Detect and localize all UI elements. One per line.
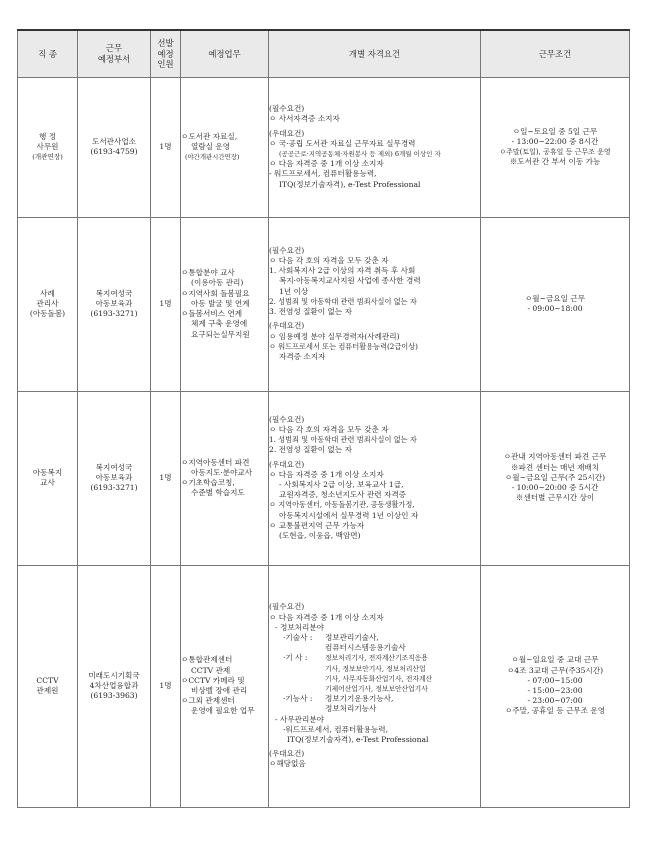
condition-line: ㅇ월~금요일 근무 <box>524 293 586 303</box>
header-department <box>78 30 151 77</box>
department-line: (6193-3963) <box>90 691 138 701</box>
header-line: 인원 <box>157 59 174 69</box>
preferred-line: ㅇ해당없음 <box>269 759 306 769</box>
conditions-cell <box>481 217 630 391</box>
preferred-title: (우대요건) <box>269 128 305 138</box>
department-line: 미래도시기획국 <box>88 670 140 680</box>
duty-line: 아동 발굴 및 연계 <box>191 298 250 308</box>
job-type-line: 행 정 <box>38 131 57 141</box>
department-cell <box>78 77 151 217</box>
header-requirements: 개별 자격요건 <box>269 30 481 77</box>
required-title: (필수요건) <box>269 245 305 255</box>
header-line: 근무 <box>105 43 123 54</box>
duties-cell <box>181 77 269 217</box>
duty-line: 아동지도·분야교사 <box>191 467 253 477</box>
preferred-line: 자격증 소지자 <box>279 351 326 361</box>
requirement-line: 2. 성범죄 및 아동학대 관련 범죄사실이 없는 자 <box>269 296 417 306</box>
department-cell <box>78 391 151 565</box>
preferred-title: (우대요건) <box>269 459 305 469</box>
department-line: 4차산업융합과 <box>89 680 139 690</box>
duty-line: 열람실 운영 <box>191 141 231 151</box>
cert-value: 기사, 사무자동화산업기사, 전자계산 <box>325 674 433 683</box>
duty-line: ㅇ지역사회 돌봄필요 <box>181 288 250 298</box>
requirement-line: 복지·아동복지교사지원 사업에 종사한 경력 <box>279 276 421 286</box>
condition-line: ※파견 센터는 매년 재배치 <box>510 462 600 472</box>
requirements-cell <box>269 565 481 807</box>
department-line: (6193-3271) <box>90 483 138 493</box>
job-requirements-table <box>17 29 630 808</box>
condition-line: ※도서관 간 부서 이동 가능 <box>509 157 601 167</box>
duty-line: ㅇ돌봄서비스 연계 <box>181 309 243 319</box>
job-type-line: 관리사 <box>36 298 59 308</box>
duty-line: 요구되는실무지원 <box>191 329 250 339</box>
cert-value: 정보처리기사, 전자계산기조직응용 <box>325 654 428 663</box>
cert-value: 기사, 정보보안기사, 정보처리산업 <box>325 664 426 673</box>
requirement-line: ㅇ 다음 자격증 중 1개 이상 소지자 <box>269 612 384 622</box>
preferred-line: ㅇ 임용예정 분야 실무경력자(사례관리) <box>269 331 400 341</box>
header-line: 예정부서 <box>97 53 131 64</box>
headcount-cell: 1명 <box>151 391 181 565</box>
requirement-line: 2. 전염성 질환이 없는 자 <box>269 445 352 455</box>
required-title: (필수요건) <box>269 104 305 114</box>
condition-line: - 10:00~20:00 중 5시간 <box>511 483 599 493</box>
duty-line: ㅇ그외 관제센터 <box>181 696 235 706</box>
condition-line: - 15:00~23:00 <box>527 686 583 695</box>
header-job-type: 직 종 <box>18 30 78 77</box>
preferred-line: 교원자격증, 청소년지도사 관련 자격증 <box>279 490 407 500</box>
duties-cell <box>181 217 269 391</box>
condition-line: ㅇ월~금요일 근무(주 25시간) <box>504 472 606 482</box>
header-duties: 예정업무 <box>181 30 269 77</box>
job-type-line: 교사 <box>40 478 55 487</box>
condition-line: ㅇ주말(토일), 공휴일 등 근무조 운영 <box>499 148 611 156</box>
requirement-line: - 정보처리분야 <box>275 622 324 632</box>
preferred-line: ㅇ 지역아동센터, 아동돌봄기관, 공동생활가정, <box>269 500 415 510</box>
preferred-title: (우대요건) <box>269 749 305 759</box>
cert-value: 기제어산업기사, 정보보안산업기사 <box>325 685 428 693</box>
department-line: 도서관사업소 <box>91 136 136 146</box>
duty-line: ㅇ도서관 자료실, <box>181 131 238 141</box>
table-row <box>18 565 630 807</box>
required-title: (필수요건) <box>269 602 305 612</box>
table-row <box>18 217 630 391</box>
table-row <box>18 391 630 565</box>
cert-row <box>269 653 480 694</box>
preferred-line: ㅇ 다음 자격증 중 1개 이상 소지자 <box>269 159 384 169</box>
condition-line: ※센터별 근무시간 상이 <box>515 493 595 503</box>
condition-line: ㅇ4조 3교대 근무(주35시간) <box>506 665 604 675</box>
preferred-line: ITQ(정보기술자격), e-Test Professional <box>279 179 421 189</box>
requirement-line: ㅇ 사서자격증 소지자 <box>269 114 340 124</box>
department-line: (6193-4759) <box>90 147 138 156</box>
job-type-cell <box>18 391 78 565</box>
job-type-cell <box>18 565 78 807</box>
requirement-line: ㅇ 다음 각 호의 자격을 모두 갖춘 자 <box>269 424 389 434</box>
cert-value: 정보기기운용기능사, <box>325 694 394 704</box>
headcount-cell: 1명 <box>151 565 181 807</box>
requirement-line: - 사무관리분야 <box>275 714 324 724</box>
department-cell <box>78 217 151 391</box>
duty-line: ㅇ기초학습코칭, <box>181 478 235 487</box>
preferred-line: (도현읍, 이웅읍, 백암면) <box>279 531 361 541</box>
job-type-line: CCTV <box>36 675 59 685</box>
duty-line: (이용아동 관리) <box>191 278 244 288</box>
department-line: 아동보육과 <box>95 472 133 482</box>
condition-line: - 07:00~15:00 <box>527 675 583 685</box>
requirement-line: 3. 전염성 질환이 없는 자 <box>269 307 352 317</box>
cert-row <box>269 694 480 714</box>
duty-line: ㅇ통합관제센터 <box>181 655 233 665</box>
table-row <box>18 77 630 217</box>
header-headcount <box>151 30 181 77</box>
cert-value: 컴퓨터시스템응용기술사 <box>325 643 406 653</box>
duty-line: 운영에 필요한 업무 <box>191 706 255 716</box>
requirement-line: 1. 성범죄 및 아동학대 관련 범죄사실이 없는 자 <box>269 435 417 445</box>
preferred-line: ㅇ 워드프로세서 또는 컴퓨터활용능력(2급이상) <box>269 341 418 351</box>
headcount-cell: 1명 <box>151 77 181 217</box>
department-line: (6193-3271) <box>90 309 138 319</box>
department-line: 아동보육과 <box>95 298 133 308</box>
condition-line: ㅇ주말, 공휴일 등 근무조 운영 <box>504 706 606 716</box>
cert-label: ·기능사 : <box>283 694 313 704</box>
cert-value: 정보관리기술사, <box>325 632 379 642</box>
condition-line: ㅇ관내 지역아동센터 파견 근무 <box>503 452 607 462</box>
department-cell <box>78 565 151 807</box>
duties-cell <box>181 565 269 807</box>
preferred-line: - 사회복지사 2급 이상, 보육교사 1급, <box>279 480 404 489</box>
cert-row <box>269 633 480 653</box>
duty-line: ㅇCCTV 카메라 및 <box>181 675 245 685</box>
preferred-title: (우대요건) <box>269 321 305 331</box>
condition-line: ㅇ월~일요일 중 교대 근무 <box>511 655 599 665</box>
requirements-cell <box>269 391 481 565</box>
department-line: 복지여성국 <box>95 462 133 472</box>
condition-line: - 09:00~18:00 <box>527 304 583 313</box>
duties-cell <box>181 391 269 565</box>
requirement-line: 1년 이상 <box>279 286 309 296</box>
duty-line: 수준별 학습지도 <box>191 488 245 498</box>
job-type-line: 관제원 <box>36 686 59 695</box>
job-type-line: 사례 <box>40 288 55 298</box>
preferred-line: - 워드프로세서, 컴퓨터활용능력, <box>269 169 377 179</box>
condition-line: ㅇ일~토요일 중 5일 근무 <box>512 126 598 136</box>
header-line: 선발 <box>157 38 174 48</box>
requirement-line: 1. 사회복지사 2급 이상의 자격 취득 후 사회 <box>269 266 416 276</box>
job-type-line: (아동돌봄) <box>29 309 66 319</box>
requirement-line: ITQ(정보기술자격), e-Test Professional <box>287 735 429 745</box>
duty-line: 비상벨 장애 관리 <box>191 686 248 695</box>
job-type-line: 아동복지 <box>32 467 63 477</box>
requirement-line: ·워드프로세서, 컴퓨터활용능력, <box>283 724 389 734</box>
duty-line: (야간개관시간연장) <box>185 153 240 162</box>
duty-line: ㅇ지역아동센터 파견 <box>181 457 250 467</box>
cert-label: ·기술사 : <box>283 632 313 642</box>
requirements-cell <box>269 217 481 391</box>
header-line: 예정 <box>157 48 174 59</box>
job-type-cell <box>18 217 78 391</box>
department-line: 복지여성국 <box>95 288 133 298</box>
cert-value: 정보처리기능사 <box>325 704 377 714</box>
requirements-cell <box>269 77 481 217</box>
job-type-cell <box>18 77 78 217</box>
requirement-line: ㅇ 다음 각 호의 자격을 모두 갖춘 자 <box>269 256 389 266</box>
job-type-line: (개관연장) <box>32 153 63 162</box>
conditions-cell <box>481 565 630 807</box>
job-type-line: 사무원 <box>36 141 59 151</box>
conditions-cell <box>481 391 630 565</box>
conditions-cell <box>481 77 630 217</box>
header-conditions: 근무조건 <box>481 30 630 77</box>
preferred-line: ㅇ 교통불편지역 근무 가능자 <box>269 520 365 530</box>
preferred-line: ㅇ 국·공립 도서관 자료실 근무자료 실무경력 <box>269 138 416 148</box>
duty-line: CCTV 관제 <box>191 665 231 675</box>
preferred-line: 아동복지시설에서 실무경력 1년 이상인 자 <box>279 510 419 520</box>
preferred-line: ㅇ 다음 자격증 중 1개 이상 소지자 <box>269 469 384 479</box>
cert-label: ·기 사 : <box>283 653 308 663</box>
header-row <box>18 30 630 77</box>
headcount-cell: 1명 <box>151 217 181 391</box>
required-title: (필수요건) <box>269 414 305 424</box>
condition-line: - 23:00~07:00 <box>527 696 583 706</box>
duty-line: ㅇ통합분야 교사 <box>181 268 235 278</box>
preferred-line: (공공근로·지역공동체·자원봉사 등 제외) 6개월 이상인 자 <box>279 150 441 158</box>
duty-line: 체계 구축 운영에 <box>191 319 248 329</box>
condition-line: - 13:00~22:00 중 8시간 <box>511 136 599 146</box>
